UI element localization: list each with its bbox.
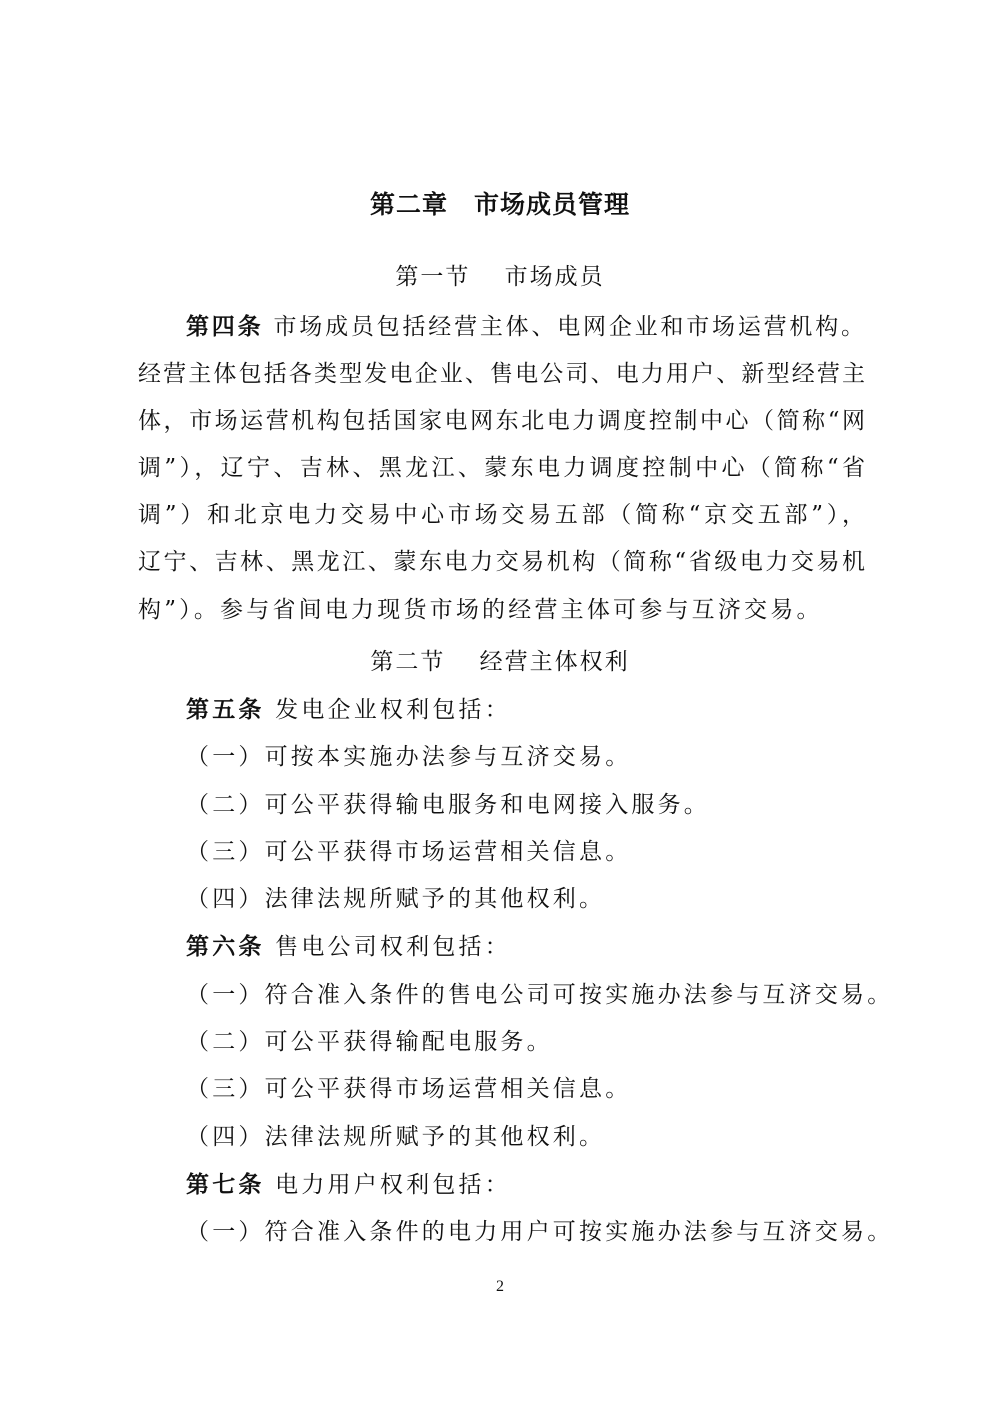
article-5-text: 发电企业权利包括： bbox=[275, 697, 511, 723]
article-5-heading bbox=[186, 691, 511, 724]
article-4-line: 调”），辽宁、吉林、黑龙江、蒙东电力调度控制中心（简称“省 bbox=[138, 455, 865, 481]
article-6-heading bbox=[186, 928, 511, 961]
article-4-line: 体，市场运营机构包括国家电网东北电力调度控制中心（简称“网 bbox=[138, 408, 865, 434]
article-4-line: 辽宁、吉林、黑龙江、蒙东电力交易机构（简称“省级电力交易机 bbox=[138, 549, 865, 575]
article-6-item: （四）法律法规所赋予的其他权利。 bbox=[186, 1124, 606, 1150]
article-5-item: （一）可按本实施办法参与互济交易。 bbox=[186, 744, 632, 770]
article-4-text: 市场成员包括经营主体、电网企业和市场运营机构。 bbox=[273, 314, 865, 340]
article-4-line: 构”）。参与省间电力现货市场的经营主体可参与互济交易。 bbox=[138, 597, 823, 623]
article-5-label: 第五条 bbox=[186, 697, 265, 723]
section-heading-1: 第一节 市场成员 bbox=[395, 264, 605, 290]
article-5-item: （四）法律法规所赋予的其他权利。 bbox=[186, 886, 606, 912]
page-number: 2 bbox=[496, 1278, 504, 1295]
chapter-title: 第二章 市场成员管理 bbox=[369, 190, 630, 219]
article-7-heading bbox=[186, 1166, 511, 1199]
article-4-line: 调”）和北京电力交易中心市场交易五部（简称“京交五部”）， bbox=[138, 502, 865, 528]
article-7-item: （一）符合准入条件的电力用户可按实施办法参与互济交易。 bbox=[186, 1219, 894, 1245]
article-6-item: （三）可公平获得市场运营相关信息。 bbox=[186, 1076, 632, 1102]
article-5-item: （二）可公平获得输电服务和电网接入服务。 bbox=[186, 792, 710, 818]
section-heading-2: 第二节 经营主体权利 bbox=[370, 649, 630, 675]
article-4-line: 经营主体包括各类型发电企业、售电公司、电力用户、新型经营主 bbox=[138, 361, 865, 387]
article-7-label: 第七条 bbox=[186, 1172, 265, 1198]
article-6-text: 售电公司权利包括： bbox=[275, 934, 511, 960]
article-6-item: （二）可公平获得输配电服务。 bbox=[186, 1029, 553, 1055]
article-4-label: 第四条 bbox=[186, 314, 264, 340]
article-5-item: （三）可公平获得市场运营相关信息。 bbox=[186, 839, 632, 865]
article-4-first-line bbox=[186, 308, 864, 341]
article-6-label: 第六条 bbox=[186, 934, 265, 960]
article-7-text: 电力用户权利包括： bbox=[275, 1172, 511, 1198]
article-6-item: （一）符合准入条件的售电公司可按实施办法参与互济交易。 bbox=[186, 982, 894, 1008]
